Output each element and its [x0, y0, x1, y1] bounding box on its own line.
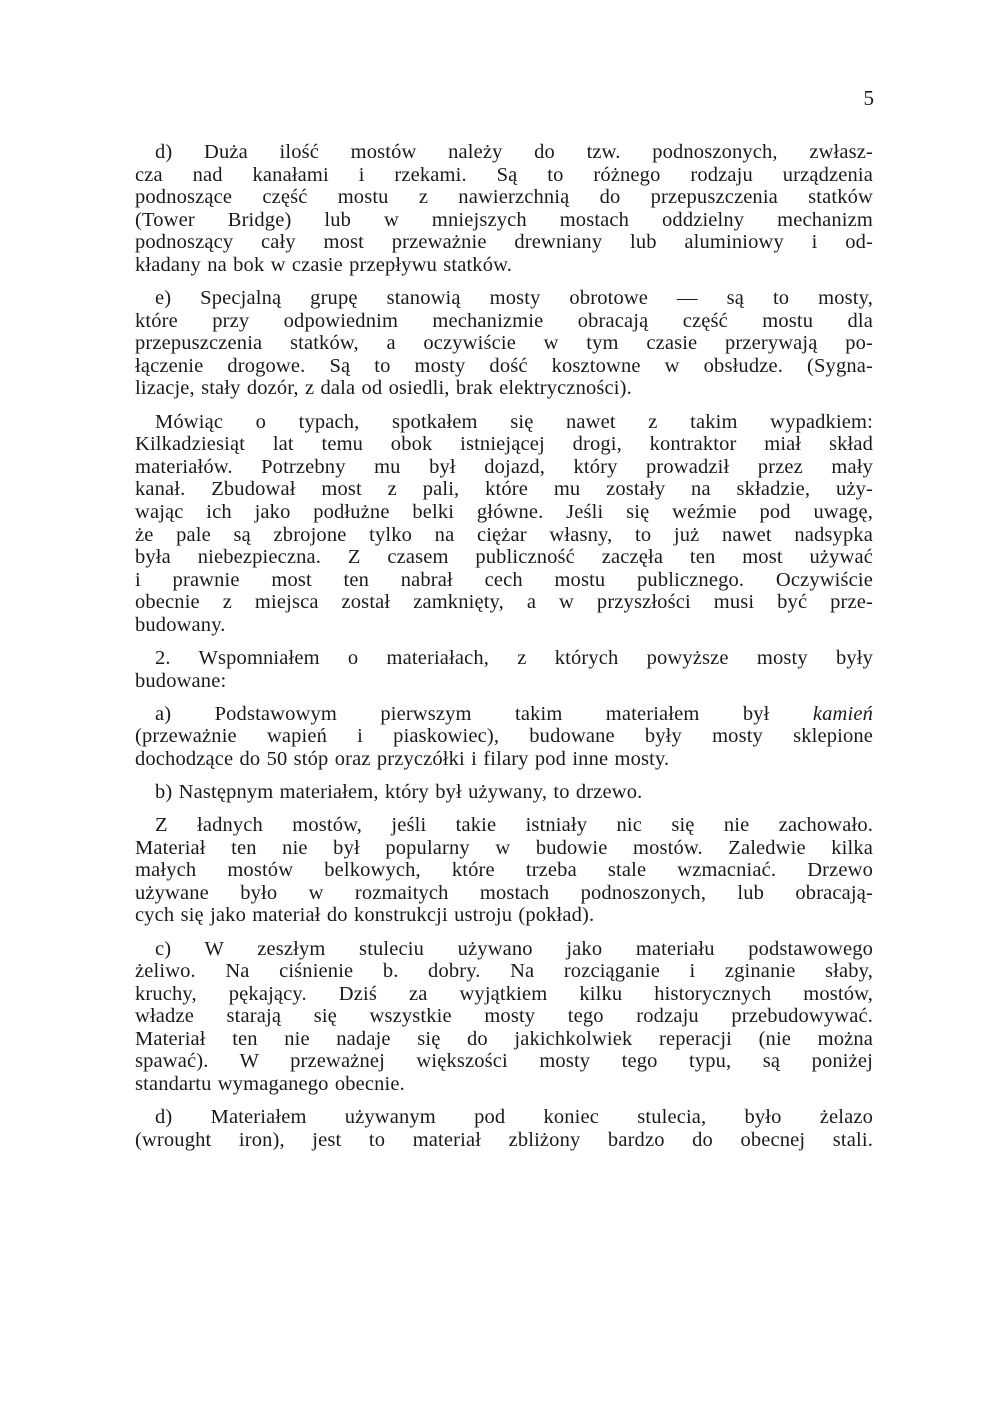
- text-line: żeliwo. Na ciśnienie b. dobry. Na rozciąganie i zginanie słaby,: [135, 960, 873, 983]
- text-line: d) Duża ilość mostów należy do tzw. podnoszonych, zwłasz-: [155, 141, 873, 163]
- text-line: e) Specjalną grupę stanowią mosty obrotowe — są to mosty,: [155, 287, 873, 310]
- text-line: które przy odpowiednim mechanizmie obracają część mostu dla: [135, 309, 873, 332]
- text-line: budowany.: [135, 613, 226, 636]
- text-fragment: a) Podstawowym pierwszym takim materiałem był: [155, 702, 813, 725]
- text-line: b) Następnym materiałem, który był używany, to drzewo.: [155, 780, 643, 803]
- text-line: (Tower Bridge) lub w mniejszych mostach oddzielny mechanizm: [135, 208, 873, 231]
- text-line: dochodzące do 50 stóp oraz przyczółki i filary pod inne mosty.: [135, 747, 670, 770]
- text-line: d) Materiałem używanym pod koniec stulecia, było żelazo: [155, 1106, 873, 1129]
- paragraph-anecdote: [135, 411, 873, 637]
- text-line: Kilkadziesiąt lat temu obok istniejącej drogi, kontraktor miał skład: [135, 433, 873, 456]
- paragraph-cast-iron: [135, 938, 873, 1096]
- text-line: przepuszczenia statków, a oczywiście w tym czasie przerywają po-: [135, 332, 873, 355]
- text-line: podnoszące część mostu z nawierzchnią do przepuszczenia statków: [135, 186, 873, 209]
- text-line: Materiał ten nie nadaje się do jakichkolwiek reperacji (nie można: [135, 1027, 873, 1050]
- text-line: materiałów. Potrzebny mu był dojazd, który prowadził przez mały: [135, 455, 873, 478]
- text-line: c) W zeszłym stuleciu używano jako materiału podstawowego: [155, 937, 873, 960]
- text-line: kładany na bok w czasie przepływu statków.: [135, 253, 513, 276]
- text-line: standartu wymaganego obecnie.: [135, 1073, 405, 1096]
- text-line: Mówiąc o typach, spotkałem się nawet z takim wypadkiem:: [155, 410, 873, 433]
- italic-term: kamień: [812, 702, 873, 725]
- page-number: 5: [863, 86, 874, 110]
- text-line: i prawnie most ten nabrał cech mostu publicznego. Oczywiście: [135, 568, 873, 591]
- text-line: była niebezpieczna. Z czasem publiczność zaczęła ten most używać: [135, 546, 873, 569]
- paragraph-section-2-materials: [135, 647, 873, 692]
- text-line: [135, 703, 873, 726]
- text-line: obecnie z miejsca został zamknięty, a w przyszłości musi być prze-: [135, 591, 873, 614]
- text-line: kruchy, pękający. Dziś za wyjątkiem kilku historycznych mostów,: [135, 982, 873, 1005]
- text-line: (wrought iron), jest to materiał zbliżony bardzo do obecnej stali.: [135, 1128, 873, 1151]
- paragraph-wood: [135, 781, 873, 804]
- text-line: spawać). W przeważnej większości mosty tego typu, są poniżej: [135, 1050, 873, 1073]
- paragraph-stone: [135, 703, 873, 771]
- text-line: cza nad kanałami i rzekami. Są to różnego rodzaju urządzenia: [135, 163, 873, 186]
- text-line: cych się jako materiał do konstrukcji ustroju (pokład).: [135, 904, 595, 927]
- text-line: Z ładnych mostów, jeśli takie istniały nic się nie zachowało.: [155, 814, 873, 837]
- paragraph-wood-detail: [135, 814, 873, 927]
- paragraph-wrought-iron: [135, 1106, 873, 1151]
- text-line: wając ich jako podłużne belki główne. Jeśli się weźmie pod uwagę,: [135, 500, 873, 523]
- paragraph-swing-bridges: [135, 287, 873, 400]
- text-line: podnoszący cały most przeważnie drewniany lub aluminiowy i od-: [135, 231, 873, 254]
- text-line: Materiał ten nie był popularny w budowie mostów. Zaledwie kilka: [135, 836, 873, 859]
- section-heading-line: 2. Wspomniałem o materiałach, z których powyższe mosty były: [155, 646, 873, 669]
- paragraph-lift-bridges: [135, 141, 873, 277]
- text-line: kanał. Zbudował most z pali, które mu zostały na składzie, uży-: [135, 478, 873, 501]
- document-body: [135, 141, 873, 1162]
- text-line: używane było w rozmaitych mostach podnoszonych, lub obracają-: [135, 881, 873, 904]
- text-line: łączenie drogowe. Są to mosty dość kosztowne w obsłudze. (Sygna-: [135, 354, 873, 377]
- text-line: że pale są zbrojone tylko na ciężar własny, to już nawet nadsypka: [135, 523, 873, 546]
- text-line: budowane:: [135, 669, 227, 692]
- text-line: małych mostów belkowych, które trzeba stale wzmacniać. Drzewo: [135, 859, 873, 882]
- text-line: (przeważnie wapień i piaskowiec), budowane były mosty sklepione: [135, 725, 873, 748]
- text-line: lizacje, stały dozór, z dala od osiedli, brak elektryczności).: [135, 377, 632, 400]
- text-line: władze starają się wszystkie mosty tego rodzaju przebudowywać.: [135, 1005, 873, 1028]
